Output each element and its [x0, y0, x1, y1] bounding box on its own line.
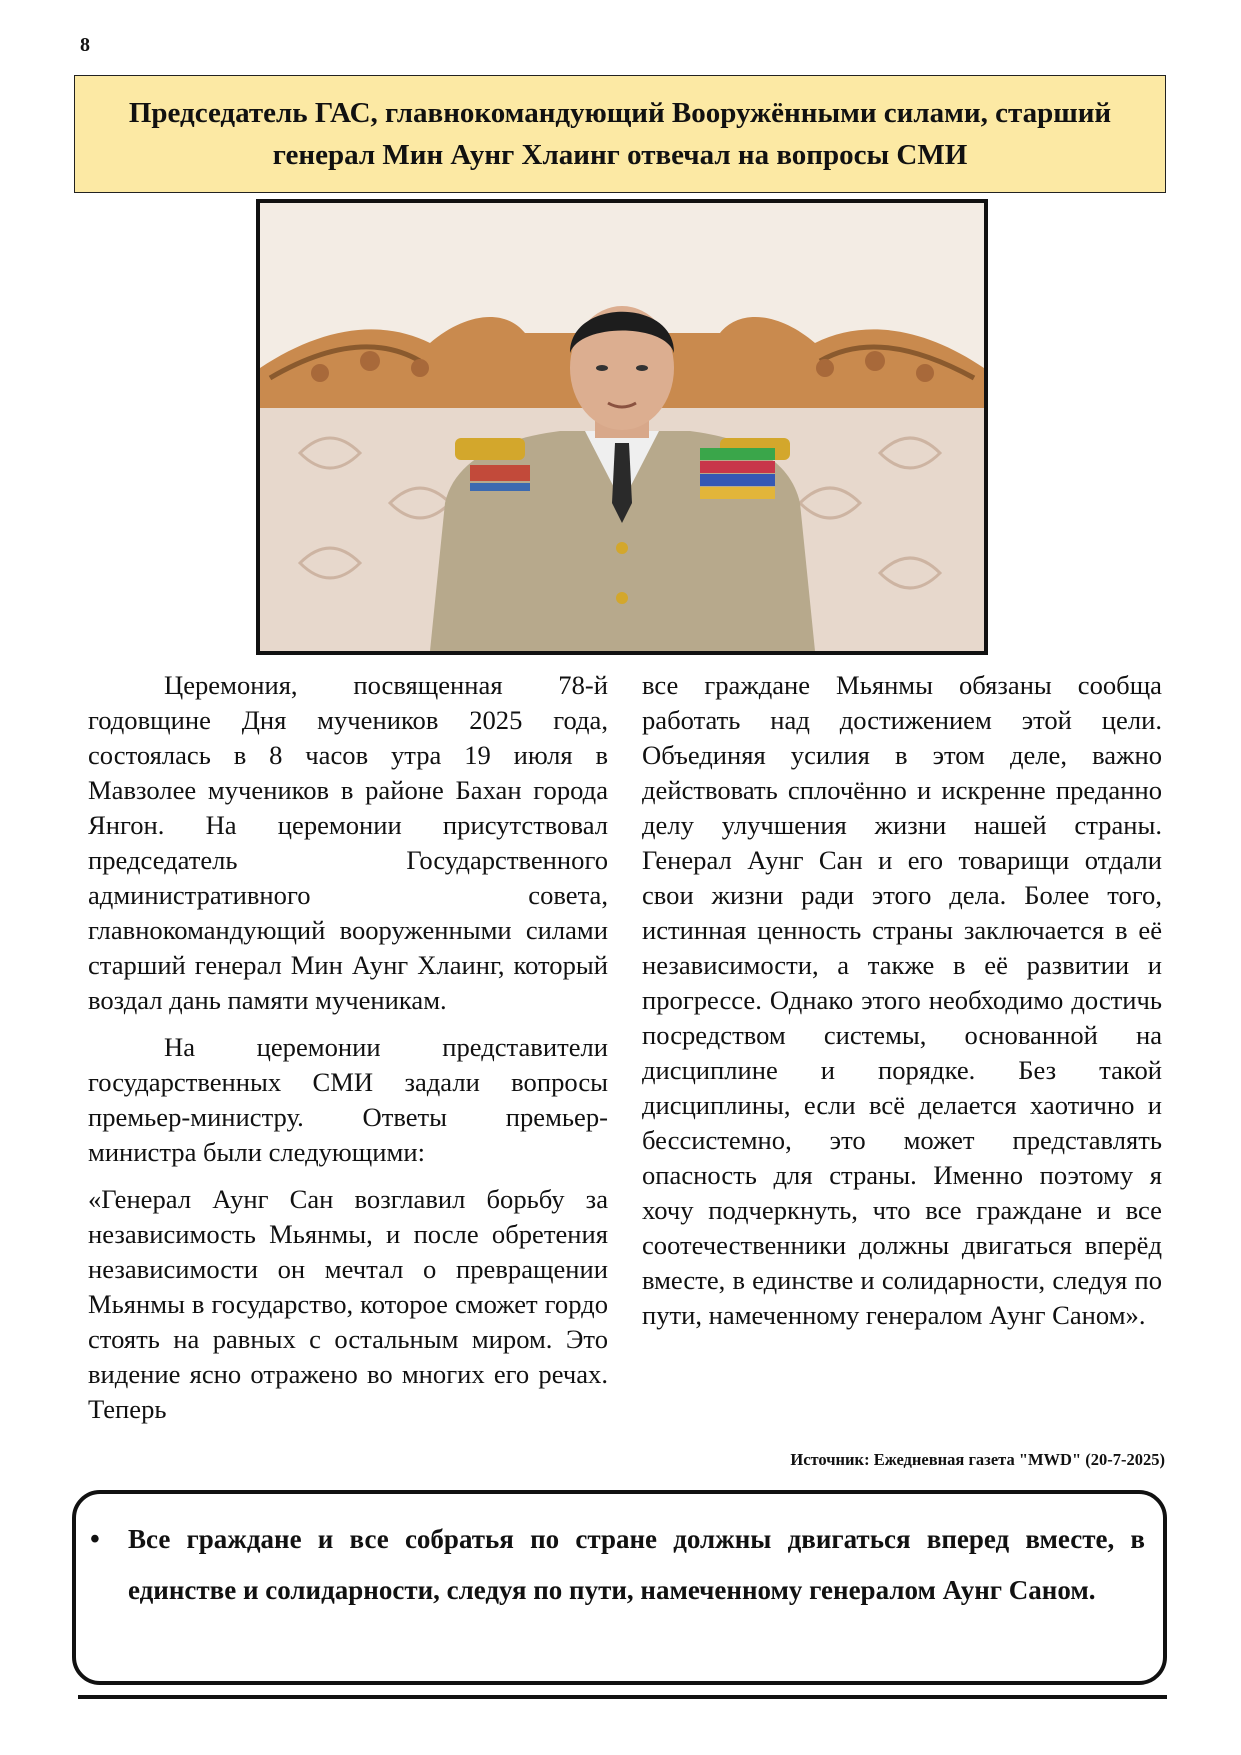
photo-illustration — [260, 203, 984, 651]
note-bullet-item — [90, 1514, 1145, 1616]
highlight-note-box — [72, 1490, 1167, 1685]
right-paragraph-1: все граждане Мьянмы обязаны сообща работать над достижением этой цели. Объединяя усилия в этом деле, важно действовать сплочённо и искренне преданно делу улучшения жизни нашей страны. Генерал Аунг Сан и его товарищи отдали свои жизни ради этого дела. Более того, истинная ценность страны заключается в её независимости, а также в её развитии и прогрессе. Однако этого необходимо достичь посредством системы, основанной на дисциплине и порядке. Без такой дисциплины, если всё делается хаотично и бессистемно, это может представлять опасность для страны. Именно поэтому я хочу подчеркнуть, что все граждане и все соотечественники должны двигаться вперёд вместе, в единстве и солидарности, следуя по пути, намеченному генералом Аунг Саном». — [642, 670, 1162, 1330]
left-paragraph-1: Церемония, посвященная 78-й годовщине Дня мучеников 2025 года, состоялась в 8 часов утра 19 июля в Мавзолее мучеников в районе Бахан города Янгон. На церемонии присутствовал председатель Государственного административного совета, главнокомандующий вооруженными силами старший генерал Мин Аунг Хлаинг, который воздал дань памяти мученикам. — [88, 670, 608, 1015]
left-paragraph-3: «Генерал Аунг Сан возглавил борьбу за независимость Мьянмы, и после обретения независимости он мечтал о превращении Мьянмы в государство, которое сможет гордо стоять на равных с остальным миром. Это видение ясно отражено во многих его речах. Теперь — [88, 1184, 608, 1424]
article-photo — [256, 199, 988, 655]
article-title-line-2: генерал Мин Аунг Хлаинг отвечал на вопросы СМИ — [272, 139, 968, 171]
article-title-box — [74, 75, 1166, 193]
left-column — [88, 668, 608, 1439]
right-column — [642, 668, 1162, 1345]
bullet-icon: • — [90, 1524, 100, 1555]
left-paragraph-2: На церемонии представители государственных СМИ задали вопросы премьер-министру. Ответы премьер-министра были следующими: — [88, 1032, 608, 1167]
article-title-line-1: Председатель ГАС, главнокомандующий Вооружёнными силами, старший — [128, 96, 1112, 129]
source-citation: Источник: Ежедневная газета "MWD" (20-7-2025) — [790, 1450, 1165, 1469]
bottom-divider — [78, 1695, 1167, 1699]
page-number: 8 — [80, 34, 90, 56]
note-text: Все граждане и все собратья по стране должны двигаться вперед вместе, в единстве и солидарности, следуя по пути, намеченному генералом Аунг Саном. — [128, 1524, 1145, 1605]
